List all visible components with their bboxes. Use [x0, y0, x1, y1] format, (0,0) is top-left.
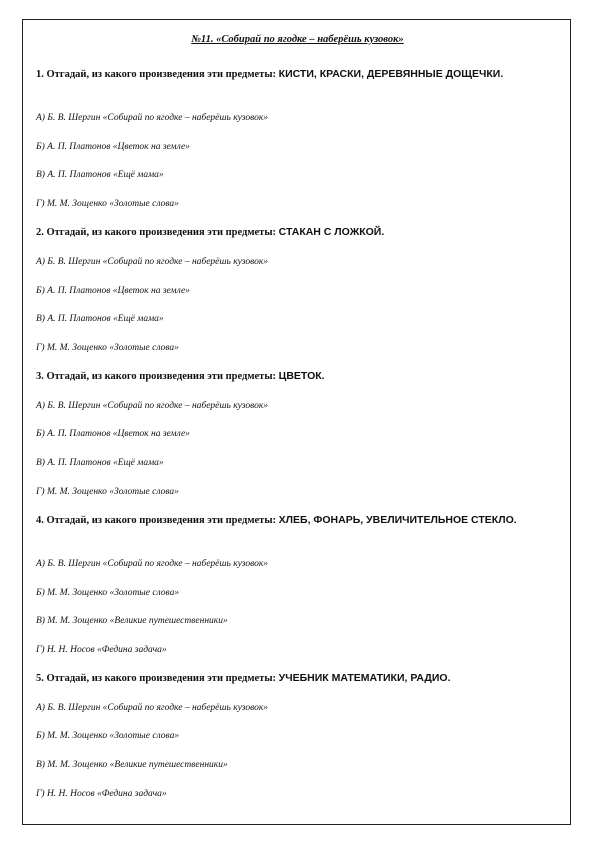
question-3-option-b: Б) А. П. Платонов «Цветок на земле»: [36, 429, 190, 439]
question-5-items: УЧЕБНИК МАТЕМАТИКИ, РАДИО.: [278, 672, 451, 684]
question-1-option-b: Б) А. П. Платонов «Цветок на земле»: [36, 142, 190, 152]
question-3-option-g: Г) М. М. Зощенко «Золотые слова»: [36, 487, 179, 497]
question-2-option-v: В) А. П. Платонов «Ещё мама»: [36, 314, 164, 324]
question-5-option-a: А) Б. В. Шергин «Собирай по ягодке – наберёшь кузовок»: [36, 703, 269, 713]
question-4-option-b: Б) М. М. Зощенко «Золотые слова»: [36, 588, 180, 598]
question-1-prompt: 1. Отгадай, из какого произведения эти предметы:: [36, 69, 279, 80]
question-5-prompt: 5. Отгадай, из какого произведения эти предметы:: [36, 673, 279, 684]
question-4-option-a: А) Б. В. Шергин «Собирай по ягодке – наберёшь кузовок»: [36, 559, 269, 569]
question-3-option-v: В) А. П. Платонов «Ещё мама»: [36, 458, 164, 468]
question-2-prompt: 2. Отгадай, из какого произведения эти предметы:: [36, 227, 279, 238]
question-1-option-v: В) А. П. Платонов «Ещё мама»: [36, 170, 164, 180]
question-1: [36, 66, 556, 83]
question-5-option-g: Г) Н. Н. Носов «Федина задача»: [36, 789, 167, 799]
question-4-option-g: Г) Н. Н. Носов «Федина задача»: [36, 645, 167, 655]
question-3: [36, 368, 556, 385]
question-1-option-g: Г) М. М. Зощенко «Золотые слова»: [36, 199, 179, 209]
question-3-items: ЦВЕТОК.: [278, 370, 325, 382]
question-5-option-v: В) М. М. Зощенко «Великие путешественники»: [36, 760, 228, 770]
question-2-option-a: А) Б. В. Шергин «Собирай по ягодке – наберёшь кузовок»: [36, 257, 269, 267]
question-2-option-b: Б) А. П. Платонов «Цветок на земле»: [36, 286, 190, 296]
question-2-items: СТАКАН С ЛОЖКОЙ.: [278, 226, 385, 238]
page-title: №11. «Собирай по ягодке – наберёшь кузовок»: [191, 34, 404, 45]
question-5: [36, 670, 556, 687]
question-1-option-a: А) Б. В. Шергин «Собирай по ягодке – наберёшь кузовок»: [36, 113, 269, 123]
question-4-option-v: В) М. М. Зощенко «Великие путешественники»: [36, 616, 228, 626]
question-3-option-a: А) Б. В. Шергин «Собирай по ягодке – наберёшь кузовок»: [36, 401, 269, 411]
question-2: [36, 224, 556, 241]
question-1-items: КИСТИ, КРАСКИ, ДЕРЕВЯННЫЕ ДОЩЕЧКИ.: [278, 68, 504, 80]
question-4-prompt: 4. Отгадай, из какого произведения эти предметы:: [36, 515, 279, 526]
question-4-items: ХЛЕБ, ФОНАРЬ, УВЕЛИЧИТЕЛЬНОЕ СТЕКЛО.: [278, 514, 517, 526]
question-5-option-b: Б) М. М. Зощенко «Золотые слова»: [36, 731, 180, 741]
question-4: [36, 512, 556, 529]
question-2-option-g: Г) М. М. Зощенко «Золотые слова»: [36, 343, 179, 353]
question-3-prompt: 3. Отгадай, из какого произведения эти предметы:: [36, 371, 279, 382]
